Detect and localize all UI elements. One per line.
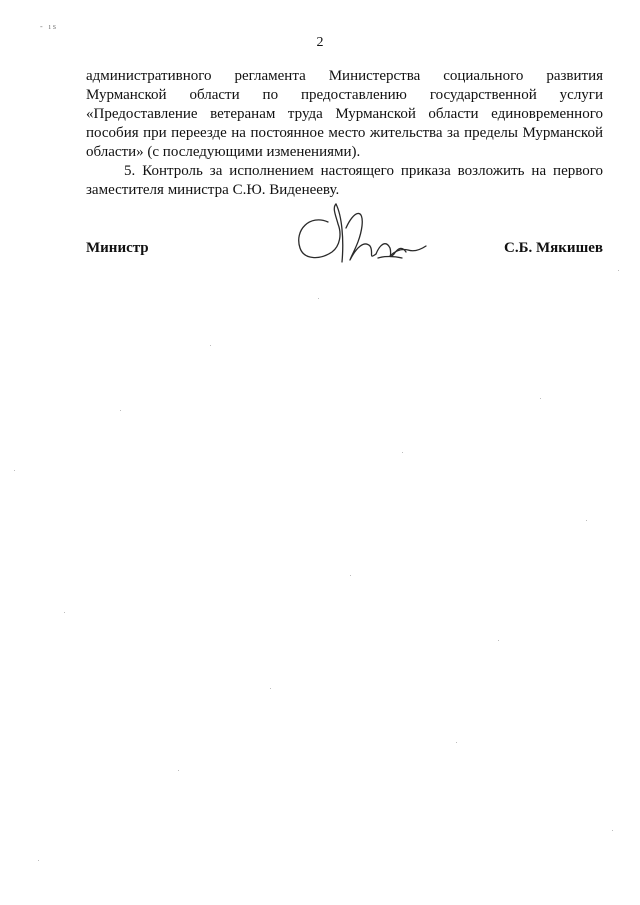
paragraph-continuation: административного регламента Министерства социального развития Мурманской области по предоставлению государственной услуги «Предоставление ветеранам труда Мурманской области единовременного пособия при переезде на постоянное место жительства за пределы Мурманской области» (с последующими изменениями).	[86, 68, 603, 160]
signature-block	[86, 236, 603, 266]
scan-mark: - ıs	[40, 22, 58, 31]
document-body	[86, 67, 603, 200]
page-number: 2	[316, 35, 324, 50]
signatory-name: С.Б. Мякишев	[504, 240, 603, 256]
signatory-title: Министр	[86, 240, 149, 256]
paragraph-5: 5. Контроль за исполнением настоящего приказа возложить на первого заместителя министра С.Ю. Виденееву.	[86, 163, 603, 198]
